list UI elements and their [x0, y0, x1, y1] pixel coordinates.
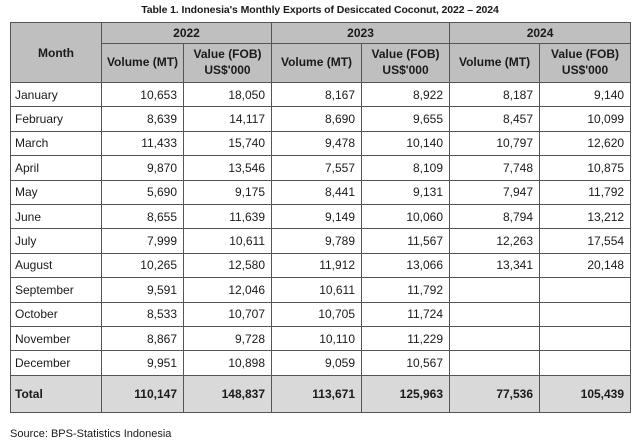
value-cell: 10,797 — [450, 131, 540, 155]
value-cell: 8,441 — [272, 180, 362, 204]
volume-header: Volume (MT) — [450, 44, 540, 83]
value-cell: 10,140 — [362, 131, 450, 155]
table-title: Table 1. Indonesia's Monthly Exports of Desiccated Coconut, 2022 – 2024 — [141, 4, 499, 16]
total-label: Total — [11, 375, 102, 412]
value-cell: 9,478 — [272, 131, 362, 155]
value-cell: 10,099 — [540, 107, 631, 131]
table-row — [11, 302, 631, 326]
value-cell — [450, 351, 540, 375]
value-cell: 9,140 — [540, 83, 631, 107]
total-cell: 148,837 — [184, 375, 272, 412]
year-header-2023: 2023 — [272, 23, 450, 44]
value-cell: 11,792 — [540, 180, 631, 204]
value-cell: 9,175 — [184, 180, 272, 204]
value-cell: 10,611 — [272, 278, 362, 302]
month-cell: November — [11, 326, 102, 350]
value-cell: 8,639 — [102, 107, 184, 131]
total-row — [11, 375, 631, 412]
month-cell: June — [11, 204, 102, 228]
value-cell: 11,639 — [184, 204, 272, 228]
total-cell: 77,536 — [450, 375, 540, 412]
value-cell: 7,557 — [272, 156, 362, 180]
value-cell: 12,046 — [184, 278, 272, 302]
value-cell: 9,149 — [272, 204, 362, 228]
value-cell: 13,341 — [450, 253, 540, 277]
value-cell: 18,050 — [184, 83, 272, 107]
volume-header: Volume (MT) — [272, 44, 362, 83]
value-cell: 8,922 — [362, 83, 450, 107]
total-cell: 105,439 — [540, 375, 631, 412]
value-cell: 9,059 — [272, 351, 362, 375]
value-cell: 8,167 — [272, 83, 362, 107]
month-cell: October — [11, 302, 102, 326]
value-cell: 8,533 — [102, 302, 184, 326]
value-cell: 8,690 — [272, 107, 362, 131]
value-cell: 11,229 — [362, 326, 450, 350]
value-cell: 13,066 — [362, 253, 450, 277]
month-cell: December — [11, 351, 102, 375]
month-cell: May — [11, 180, 102, 204]
total-cell: 125,963 — [362, 375, 450, 412]
value-cell: 9,655 — [362, 107, 450, 131]
table-row — [11, 326, 631, 350]
value-cell — [450, 326, 540, 350]
value-cell — [450, 302, 540, 326]
value-cell: 10,875 — [540, 156, 631, 180]
table-row — [11, 229, 631, 253]
table-row — [11, 107, 631, 131]
value-cell: 7,999 — [102, 229, 184, 253]
value-cell: 12,620 — [540, 131, 631, 155]
value-cell: 14,117 — [184, 107, 272, 131]
value-cell: 10,265 — [102, 253, 184, 277]
month-cell: August — [11, 253, 102, 277]
value-cell: 9,728 — [184, 326, 272, 350]
value-cell: 9,789 — [272, 229, 362, 253]
month-cell: April — [11, 156, 102, 180]
table-row — [11, 204, 631, 228]
value-cell: 13,546 — [184, 156, 272, 180]
value-cell: 10,705 — [272, 302, 362, 326]
total-cell: 110,147 — [102, 375, 184, 412]
month-column-header: Month — [11, 23, 102, 83]
total-cell: 113,671 — [272, 375, 362, 412]
value-header: Value (FOB) US$'000 — [540, 44, 631, 83]
month-cell: January — [11, 83, 102, 107]
value-cell: 9,870 — [102, 156, 184, 180]
value-cell — [540, 302, 631, 326]
value-cell: 7,748 — [450, 156, 540, 180]
value-cell: 8,794 — [450, 204, 540, 228]
value-cell: 10,707 — [184, 302, 272, 326]
value-cell: 20,148 — [540, 253, 631, 277]
table-row — [11, 253, 631, 277]
value-cell: 9,951 — [102, 351, 184, 375]
value-cell: 8,187 — [450, 83, 540, 107]
value-cell — [540, 326, 631, 350]
value-cell: 10,653 — [102, 83, 184, 107]
value-cell — [450, 278, 540, 302]
value-cell: 11,724 — [362, 302, 450, 326]
year-header-2022: 2022 — [102, 23, 272, 44]
value-cell: 12,580 — [184, 253, 272, 277]
table-row — [11, 156, 631, 180]
source-note: Source: BPS-Statistics Indonesia — [10, 428, 172, 440]
value-cell: 17,554 — [540, 229, 631, 253]
month-cell: September — [11, 278, 102, 302]
table-row — [11, 83, 631, 107]
value-cell: 8,655 — [102, 204, 184, 228]
value-cell: 9,131 — [362, 180, 450, 204]
value-cell: 5,690 — [102, 180, 184, 204]
exports-table — [10, 22, 631, 413]
value-cell: 11,567 — [362, 229, 450, 253]
table-body — [11, 83, 631, 376]
table-row — [11, 351, 631, 375]
table-row — [11, 180, 631, 204]
volume-header: Volume (MT) — [102, 44, 184, 83]
value-cell: 10,567 — [362, 351, 450, 375]
table-row — [11, 131, 631, 155]
value-cell: 11,912 — [272, 253, 362, 277]
value-cell: 10,110 — [272, 326, 362, 350]
value-cell: 12,263 — [450, 229, 540, 253]
value-header: Value (FOB) US$'000 — [184, 44, 272, 83]
value-cell — [540, 351, 631, 375]
value-cell: 8,867 — [102, 326, 184, 350]
table-row — [11, 278, 631, 302]
year-header-2024: 2024 — [450, 23, 631, 44]
value-cell: 15,740 — [184, 131, 272, 155]
month-cell: March — [11, 131, 102, 155]
value-cell: 11,792 — [362, 278, 450, 302]
month-cell: July — [11, 229, 102, 253]
value-cell: 10,898 — [184, 351, 272, 375]
value-cell: 10,611 — [184, 229, 272, 253]
month-cell: February — [11, 107, 102, 131]
value-cell: 11,433 — [102, 131, 184, 155]
value-cell: 8,109 — [362, 156, 450, 180]
value-cell: 10,060 — [362, 204, 450, 228]
value-cell: 7,947 — [450, 180, 540, 204]
value-cell: 13,212 — [540, 204, 631, 228]
value-cell: 8,457 — [450, 107, 540, 131]
value-cell: 9,591 — [102, 278, 184, 302]
value-header: Value (FOB) US$'000 — [362, 44, 450, 83]
value-cell — [540, 278, 631, 302]
